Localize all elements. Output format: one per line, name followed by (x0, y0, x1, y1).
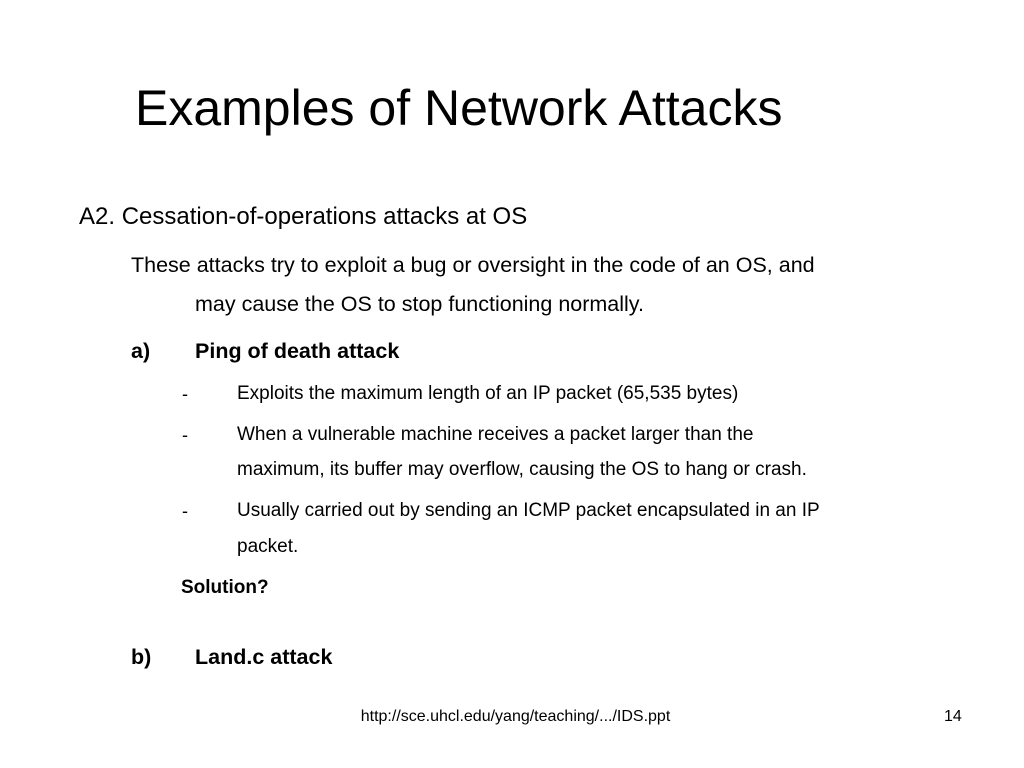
bullet-text: Usually carried out by sending an ICMP packet encapsulated in an IP (237, 500, 820, 521)
section-heading: A2. Cessation-of-operations attacks at OS (79, 203, 528, 230)
bullet-dash: - (182, 384, 188, 404)
intro-text-line: may cause the OS to stop functioning normally. (195, 292, 644, 316)
bullet-text: maximum, its buffer may overflow, causing the OS to hang or crash. (237, 459, 807, 480)
item-label-land-c-attack: Land.c attack (195, 645, 333, 669)
item-letter-b: b) (131, 645, 152, 669)
bullet-text: When a vulnerable machine receives a packet larger than the (237, 424, 754, 445)
bullet-text: Exploits the maximum length of an IP packet (65,535 bytes) (237, 383, 739, 404)
bullet-dash: - (182, 501, 188, 521)
slide-title: Examples of Network Attacks (135, 80, 783, 136)
bullet-text: packet. (237, 536, 299, 557)
bullet-dash: - (182, 425, 188, 445)
solution-label: Solution? (181, 577, 269, 598)
item-label-ping-of-death: Ping of death attack (195, 339, 400, 363)
intro-text-line: These attacks try to exploit a bug or oversight in the code of an OS, and (131, 253, 815, 277)
item-letter-a: a) (131, 339, 151, 363)
footer-url: http://sce.uhcl.edu/yang/teaching/.../IDS.ppt (360, 708, 671, 725)
page-number: 14 (944, 708, 962, 725)
